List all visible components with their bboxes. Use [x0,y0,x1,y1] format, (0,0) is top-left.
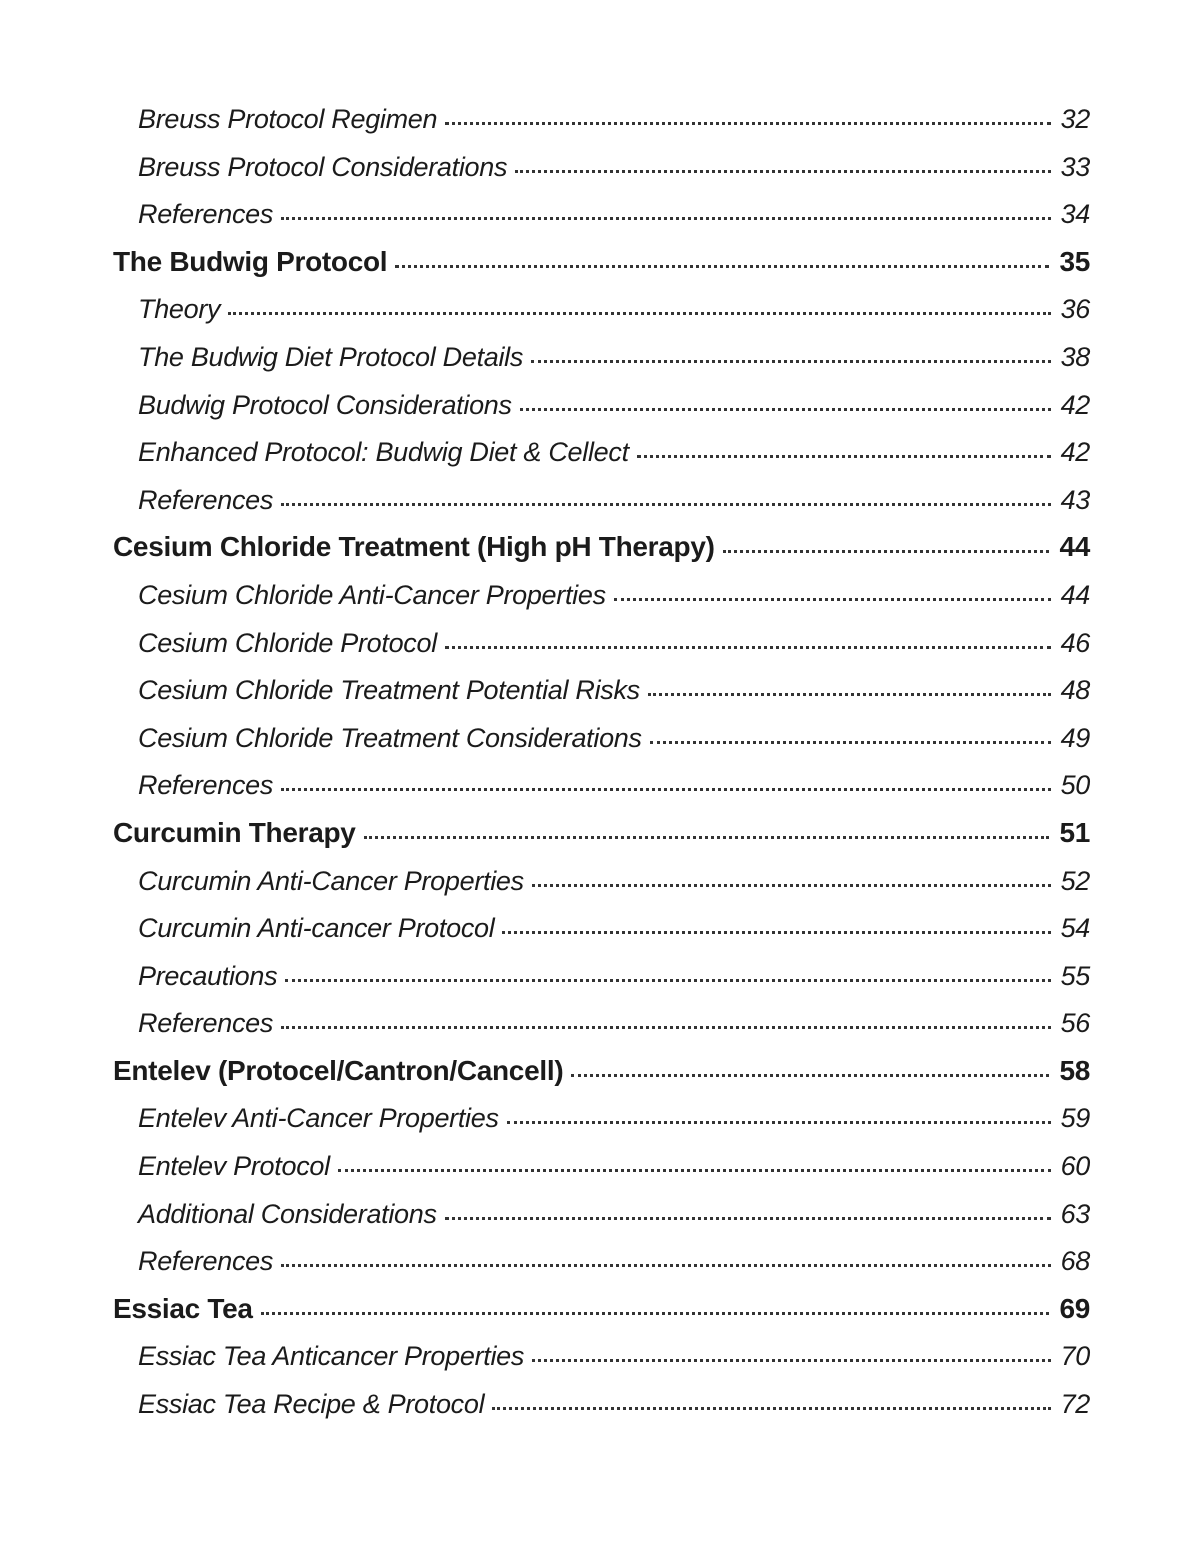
toc-entry-label: References [138,1008,274,1039]
toc-entry-label: Curcumin Anti-cancer Protocol [138,913,495,944]
dot-leader [637,455,1051,458]
toc-entry-page-number: 33 [1060,151,1090,182]
dot-leader [648,693,1051,696]
toc-entry [113,1199,1090,1229]
dot-leader [571,1074,1049,1077]
toc-entry-page-number: 52 [1060,865,1090,896]
toc-entry-page-number: 43 [1060,484,1090,515]
toc-entry-page-number: 72 [1060,1389,1090,1420]
toc-entry-label: Entelev Anti-Cancer Properties [138,1103,499,1134]
toc-entry [113,675,1090,705]
toc-entry [113,723,1090,753]
toc-entry-label: Cesium Chloride Treatment Potential Risks [138,675,640,706]
toc-entry [113,1246,1090,1276]
toc-entry-label: Cesium Chloride Treatment (High pH Therapy) [113,531,715,563]
toc-entry [113,1103,1090,1133]
toc-entry [113,580,1090,610]
toc-entry [113,294,1090,324]
toc-entry-label: Curcumin Anti-Cancer Properties [138,865,524,896]
toc-entry-page-number: 58 [1059,1054,1090,1086]
toc-entry-page-number: 32 [1060,104,1090,134]
toc-entry-label: Essiac Tea Anticancer Properties [138,1341,525,1372]
dot-leader [338,1169,1051,1172]
toc-entry-label: Entelev Protocol [138,1151,330,1182]
toc-entry-page-number: 63 [1060,1198,1090,1229]
toc-entry-page-number: 38 [1060,341,1090,372]
toc-entry [113,913,1090,943]
dot-leader [395,265,1049,268]
toc-entry [113,1056,1090,1086]
toc-entry-label: Additional Considerations [138,1198,437,1229]
dot-leader [650,741,1051,744]
toc-entry-page-number: 60 [1060,1151,1090,1182]
toc-entry-label: Enhanced Protocol: Budwig Diet & Cellect [138,437,629,468]
toc-entry-label: The Budwig Diet Protocol Details [138,341,524,372]
toc-entry [113,770,1090,800]
dot-leader [445,1217,1051,1220]
toc-entry [113,247,1090,277]
dot-leader [532,1359,1050,1362]
toc-entry-page-number: 44 [1059,531,1090,563]
toc-entry-page-number: 55 [1060,960,1090,991]
dot-leader [492,1407,1050,1410]
dot-leader [281,1026,1050,1029]
dot-leader [364,836,1050,839]
toc-entry-page-number: 50 [1060,770,1090,801]
dot-leader [228,312,1050,315]
dot-leader [507,1121,1051,1124]
dot-leader [723,550,1050,553]
toc-entry-label: Breuss Protocol Considerations [138,151,508,182]
toc-entry-page-number: 70 [1060,1341,1090,1372]
toc-entry-page-number: 59 [1060,1103,1090,1134]
dot-leader [281,217,1050,220]
toc-entry-page-number: 35 [1059,245,1090,277]
dot-leader [614,598,1051,601]
toc-entry-label: References [138,1246,274,1277]
dot-leader [445,646,1051,649]
toc-entry-page-number: 54 [1060,913,1090,944]
toc-entry [113,961,1090,991]
dot-leader [261,1312,1050,1315]
toc-entry-page-number: 44 [1060,579,1090,610]
dot-leader [502,931,1050,934]
toc-entry-label: Breuss Protocol Regimen [138,104,438,134]
dot-leader [281,1264,1050,1267]
toc-entry-label: Entelev (Protocel/Cantron/Cancell) [113,1054,564,1086]
toc-entry [113,866,1090,896]
toc-entry [113,628,1090,658]
dot-leader [445,122,1050,125]
toc-entry [113,1294,1090,1324]
table-of-contents [113,104,1090,1437]
dot-leader [285,979,1050,982]
toc-entry-page-number: 42 [1060,437,1090,468]
dot-leader [520,408,1051,411]
toc-entry-label: References [138,484,274,515]
dot-leader [281,788,1050,791]
toc-entry [113,532,1090,562]
toc-entry [113,1341,1090,1371]
toc-entry-page-number: 36 [1060,294,1090,325]
toc-entry-label: References [138,770,274,801]
toc-entry-page-number: 46 [1060,627,1090,658]
toc-entry-label: Essiac Tea Recipe & Protocol [138,1389,485,1420]
toc-entry [113,104,1090,134]
toc-entry [113,485,1090,515]
toc-entry-page-number: 68 [1060,1246,1090,1277]
dot-leader [281,503,1050,506]
toc-entry [113,818,1090,848]
toc-entry-page-number: 51 [1059,816,1090,848]
toc-entry-label: Theory [138,294,221,325]
dot-leader [532,884,1051,887]
toc-entry-page-number: 49 [1060,722,1090,753]
toc-entry-label: Cesium Chloride Anti-Cancer Properties [138,579,606,610]
toc-entry-label: Budwig Protocol Considerations [138,389,512,420]
toc-entry-page-number: 56 [1060,1008,1090,1039]
toc-entry [113,1151,1090,1181]
toc-entry-label: References [138,199,274,230]
toc-entry-label: The Budwig Protocol [113,245,388,277]
toc-entry-page-number: 42 [1060,389,1090,420]
toc-entry [113,152,1090,182]
toc-entry-page-number: 69 [1059,1292,1090,1324]
dot-leader [515,170,1050,173]
toc-entry [113,437,1090,467]
toc-entry [113,342,1090,372]
toc-entry-label: Cesium Chloride Protocol [138,627,437,658]
toc-entry [113,199,1090,229]
toc-entry-label: Precautions [138,960,278,991]
toc-entry [113,390,1090,420]
toc-entry [113,1389,1090,1419]
toc-entry-label: Cesium Chloride Treatment Considerations [138,722,642,753]
toc-entry-page-number: 48 [1060,675,1090,706]
toc-entry-label: Essiac Tea [113,1292,253,1324]
toc-entry-page-number: 34 [1060,199,1090,230]
toc-entry [113,1008,1090,1038]
dot-leader [531,360,1050,363]
toc-entry-label: Curcumin Therapy [113,816,356,848]
